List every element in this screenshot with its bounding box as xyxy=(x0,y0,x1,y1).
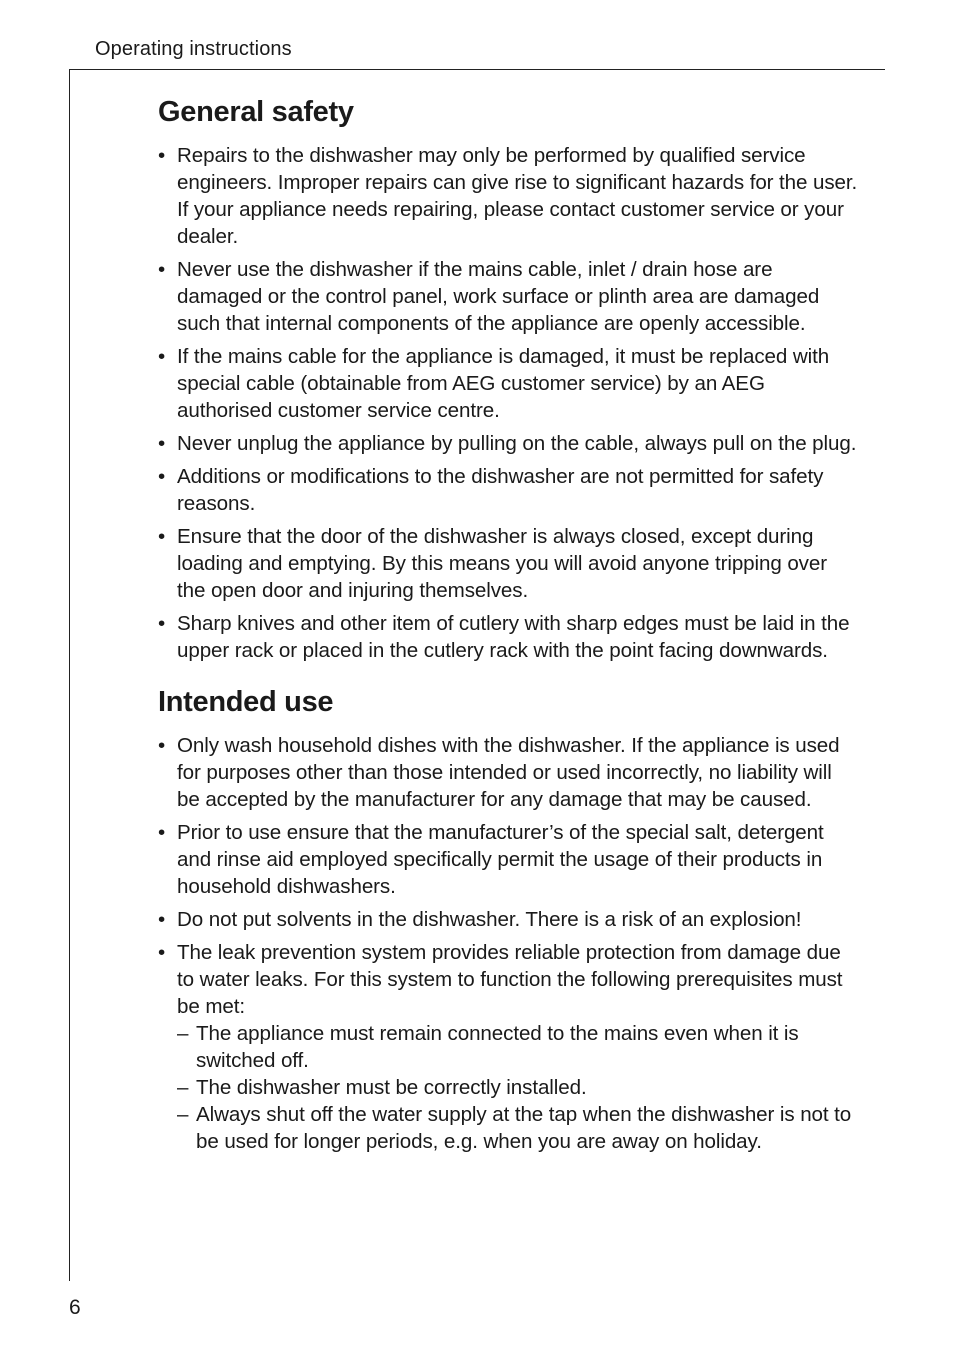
list-item: • Prior to use ensure that the manufacturer’s of the special salt, detergent and rinse aid employed specifically permit the usage of their products in household dishwashers. xyxy=(158,819,860,900)
list-item-text: The leak prevention system provides reliable protection from damage due to water leaks. For this system to function the following prerequisites must be met: xyxy=(177,941,843,1018)
running-header: Operating instructions xyxy=(95,38,292,60)
list-item: • Only wash household dishes with the dishwasher. If the appliance is used for purposes other than those intended or used incorrectly, no liability will be accepted by the manufacturer for any damage that may be caused. xyxy=(158,732,860,813)
top-rule xyxy=(69,69,885,70)
section-heading-general-safety: General safety xyxy=(158,96,354,128)
list-item: • Never use the dishwasher if the mains cable, inlet / drain hose are damaged or the control panel, work surface or plinth area are damaged such that internal components of the appliance are openly accessible. xyxy=(158,256,860,337)
page-number: 6 xyxy=(69,1296,81,1319)
list-item: • Repairs to the dishwasher may only be performed by qualified service engineers. Improper repairs can give rise to significant hazards for the user. If your appliance needs repairing, please contact customer service or your dealer. xyxy=(158,142,860,250)
general-safety-list xyxy=(158,142,860,664)
intended-use-list xyxy=(158,732,860,1155)
list-item: • Ensure that the door of the dishwasher is always closed, except during loading and emptying. By this means you will avoid anyone tripping over the open door and injuring themselves. xyxy=(158,523,860,604)
sub-list-item: – Always shut off the water supply at the tap when the dishwasher is not to be used for longer periods, e.g. when you are away on holiday. xyxy=(177,1101,860,1155)
list-item: • Never unplug the appliance by pulling on the cable, always pull on the plug. xyxy=(158,430,860,457)
page-content xyxy=(158,92,860,1161)
list-item: • Additions or modifications to the dishwasher are not permitted for safety reasons. xyxy=(158,463,860,517)
sub-list-item: – The appliance must remain connected to the mains even when it is switched off. xyxy=(177,1020,860,1074)
list-item: • If the mains cable for the appliance is damaged, it must be replaced with special cable (obtainable from AEG customer service) by an AEG authorised customer service centre. xyxy=(158,343,860,424)
list-item: • Do not put solvents in the dishwasher. There is a risk of an explosion! xyxy=(158,906,860,933)
left-margin-rule xyxy=(69,69,70,1281)
list-item-with-subitems xyxy=(158,939,860,1155)
list-item: • Sharp knives and other item of cutlery with sharp edges must be laid in the upper rack or placed in the cutlery rack with the point facing downwards. xyxy=(158,610,860,664)
sub-list-item: – The dishwasher must be correctly installed. xyxy=(177,1074,860,1101)
section-heading-intended-use: Intended use xyxy=(158,686,334,718)
prerequisite-list xyxy=(177,1020,860,1155)
